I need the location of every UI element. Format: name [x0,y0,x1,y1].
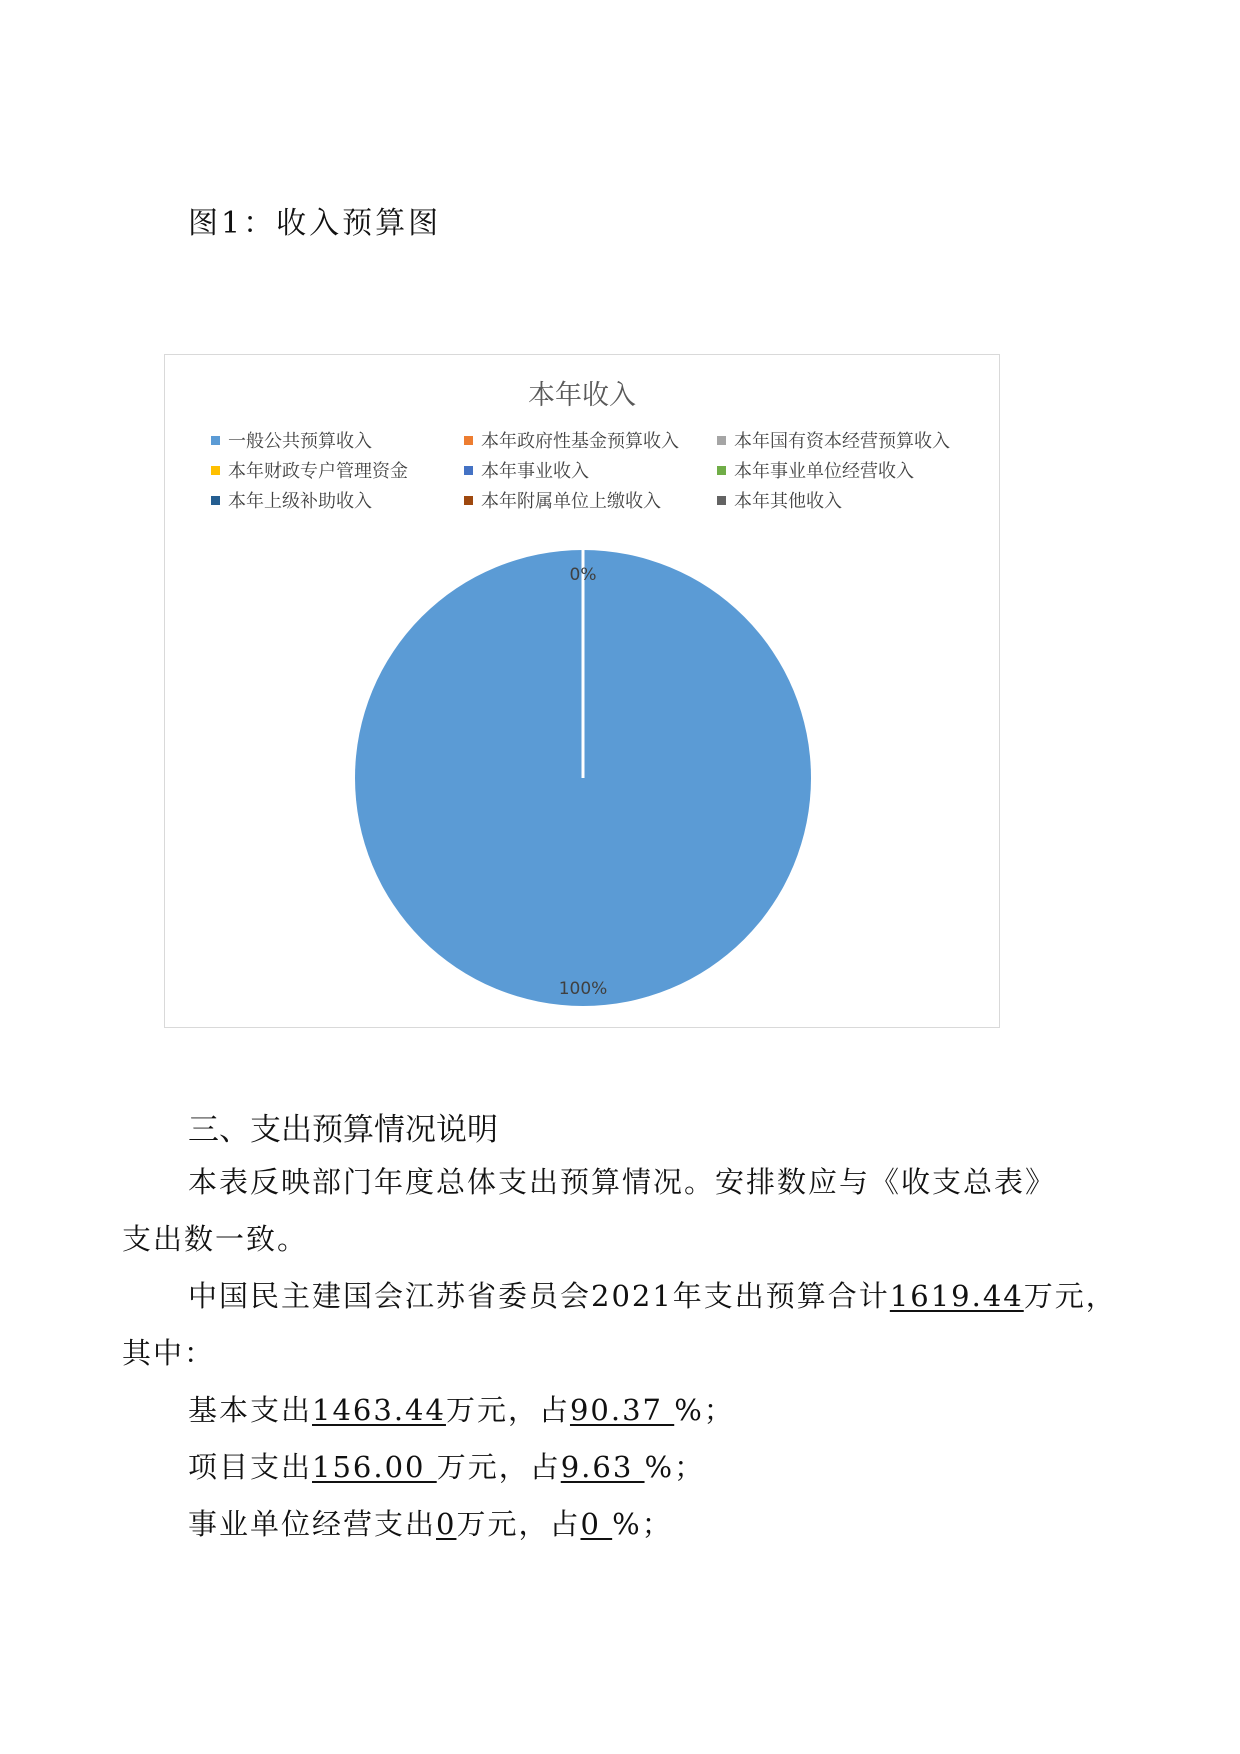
expense-item-basic [188,1388,735,1429]
item-end: %； [674,1393,735,1427]
total-amount: 1619.44 [889,1279,1024,1313]
item-percent: 9.63 [560,1450,645,1484]
item-amount: 0 [436,1507,457,1541]
total-prefix: 中国民主建国会江苏省委员会2021年支出预算合计 [188,1279,890,1313]
legend-label: 本年上级补助收入 [228,491,372,512]
item-amount: 1463.44 [312,1393,446,1427]
paragraph-2-line-2: 其中： [122,1336,216,1370]
section-heading: 三、支出预算情况说明 [188,1112,498,1148]
item-percent: 90.37 [569,1393,675,1427]
legend-label: 本年国有资本经营预算收入 [734,431,950,452]
item-label: 项目支出 [188,1450,313,1484]
paragraph-1-line-2: 支出数一致。 [122,1222,309,1256]
legend-label: 本年事业收入 [481,461,589,482]
pie-plot [165,355,1001,1029]
item-end: %； [644,1450,706,1484]
expense-item-operating [188,1502,673,1543]
pie-data-label: 100% [558,979,608,999]
item-unit: 万元，占 [456,1507,581,1541]
item-end: %； [612,1507,673,1541]
pie-data-label: 0% [569,565,597,585]
legend-label: 一般公共预算收入 [228,431,372,452]
legend-label: 本年其他收入 [734,491,842,512]
item-amount: 156.00 [312,1450,437,1484]
legend-label: 本年政府性基金预算收入 [481,431,679,452]
paragraph-2-line-1 [188,1274,1117,1315]
total-suffix: 万元， [1023,1279,1117,1313]
legend-label: 本年附属单位上缴收入 [481,491,661,512]
item-label: 事业单位经营支出 [188,1507,437,1541]
item-unit: 万元，占 [445,1393,570,1427]
item-percent: 0 [580,1507,613,1541]
item-unit: 万元，占 [436,1450,561,1484]
legend-label: 本年事业单位经营收入 [734,461,914,482]
expense-item-project [188,1445,705,1486]
income-pie-chart [164,354,1000,1028]
legend-label: 本年财政专户管理资金 [228,461,408,482]
figure-caption: 图1：收入预算图 [188,206,442,241]
chart-title: 本年收入 [528,380,636,411]
item-label: 基本支出 [188,1393,313,1427]
paragraph-1-line-1: 本表反映部门年度总体支出预算情况。安排数应与《收支总表》 [188,1165,1057,1199]
